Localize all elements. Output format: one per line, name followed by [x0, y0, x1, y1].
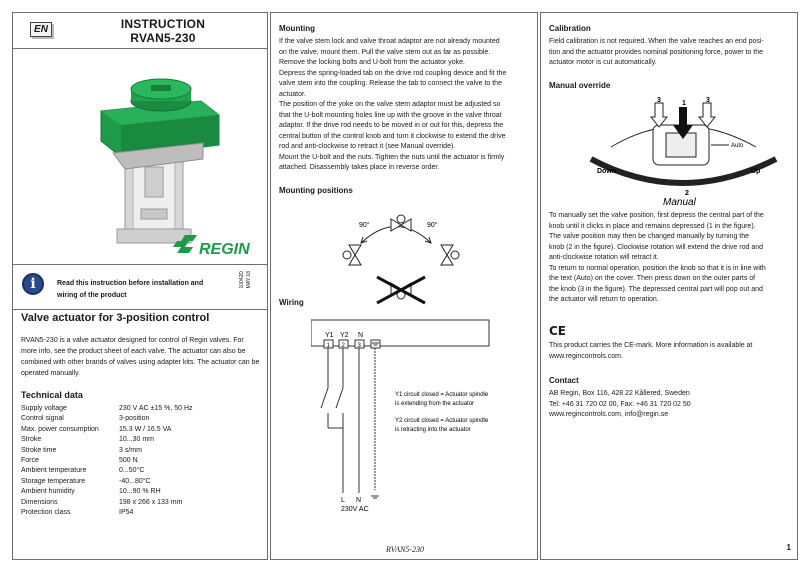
language-badge: EN [30, 22, 52, 37]
mounting-text-line: actuator. [279, 90, 306, 98]
spec-row [21, 425, 261, 435]
spec-row [21, 404, 261, 414]
spec-row [21, 456, 261, 466]
spec-key: Protection class [21, 508, 71, 516]
spec-key: Stroke [21, 436, 42, 444]
wiring-note-2-line1: Y2 circuit closed = Actuator spindle [395, 418, 489, 424]
spec-value: 0...50°C [119, 467, 145, 475]
manual-override-text-line: To manually set the valve position, first depress the central part of the [549, 212, 764, 219]
terminal-y1-label: Y1 [325, 332, 334, 339]
manual-override-heading: Manual override [549, 81, 611, 90]
contact-text-line: www.regincontrols.com, info@regin.se [549, 411, 669, 418]
notice-box [13, 265, 268, 310]
fig-label-2: 2 [685, 190, 689, 197]
ce-text [549, 341, 795, 362]
valve-left-icon [343, 245, 361, 265]
press-arrow-3a-icon [651, 103, 667, 127]
spec-row [21, 477, 261, 487]
spec-row [21, 508, 261, 518]
wiring-note-1-line1: Y1 circuit closed = Actuator spindle [395, 392, 489, 398]
fig-label-manual: Manual [663, 197, 696, 207]
ce-mark-icon: CE [549, 324, 567, 338]
mounting-text-line: central button of the control knob and turn it clockwise to extend the drive [279, 132, 506, 140]
wiring-note-1-line2: is extending from the actuator [395, 401, 475, 407]
terminal-number-2: 2 [341, 343, 345, 349]
doc-model: RVAN5-230 [130, 31, 196, 45]
info-icon: i [22, 273, 44, 295]
contact-text [549, 389, 795, 421]
calibration-text-line: tion and the actuator provides nominal positioning force, power to the [549, 48, 764, 56]
supply-voltage-label: 230V AC [341, 506, 369, 513]
manual-override-text-line: The valve position may then be changed manually by turning the [549, 233, 750, 240]
spec-value: 230 V AC ±15 %, 50 Hz [119, 405, 193, 412]
mounting-text-line: adaptor. If the drive rod needs to be moved in or out for this, depress the [279, 122, 504, 129]
manual-override-text-line: To return to normal operation, position the knob so that it is in line with [549, 264, 766, 272]
spec-key: Ambient humidity [21, 488, 75, 496]
page-footer: RVAN5-230 [386, 545, 424, 554]
spec-row [21, 487, 261, 497]
valve-right-icon [441, 245, 459, 265]
calibration-heading: Calibration [549, 24, 591, 33]
doc-code-date: MAY 18 [246, 271, 252, 289]
supply-earth-icon [371, 496, 379, 498]
supply-n-label: N [356, 497, 362, 504]
spec-key: Force [21, 456, 39, 464]
calibration-text [549, 37, 795, 69]
mounting-text-line: The position of the yoke on the valve stem adaptor must be adjusted so [279, 101, 501, 108]
document-header [13, 13, 268, 49]
spec-key: Dimensions [21, 498, 58, 506]
spec-row [21, 498, 261, 508]
spec-key: Supply voltage [21, 405, 67, 412]
valve-down-not-allowed-icon [377, 277, 425, 303]
mounting-text-line: Depress the spring-loaded tab on the drive rod coupling device and fit the [279, 69, 507, 77]
spec-key: Control signal [21, 415, 64, 423]
wiring-diagram [311, 318, 531, 513]
right-column [540, 12, 798, 560]
spec-value: 198 x 266 x 133 mm [119, 498, 183, 506]
technical-data-table [21, 404, 261, 518]
contact-text-line: Tel: +46 31 720 02 00, Fax: +46 31 720 02 50 [549, 400, 691, 408]
supply-l-label: L [341, 497, 345, 504]
contact-heading: Contact [549, 376, 579, 385]
fig-label-1: 1 [682, 100, 686, 107]
spec-value: 3 s/mm [119, 446, 142, 454]
wiring-heading: Wiring [279, 298, 304, 307]
terminal-y2-label: Y2 [340, 332, 349, 339]
spec-row [21, 435, 261, 445]
spec-row [21, 446, 261, 456]
fig-label-down: Down [597, 168, 617, 175]
ce-text-line: This product carries the CE-mark. More information is available at [549, 342, 753, 349]
mounting-text-line: Mount the U-bolt and the nuts. Tighten the nuts until the actuator is firmly [279, 153, 505, 161]
terminal-number-3: 3 [357, 343, 361, 349]
doc-title: INSTRUCTION [120, 17, 206, 31]
fig-label-3a: 3 [657, 97, 661, 104]
spec-value: 10...90 % RH [119, 488, 161, 496]
manual-override-text-line: knob until it clicks in place and remains depressed (1 in the figure). [549, 222, 756, 230]
mounting-text-line: that the U-bolt mounting holes line up with the groove in the valve throat [279, 111, 502, 119]
spec-row [21, 414, 261, 424]
press-arrow-3b-icon [699, 103, 715, 127]
valve-up-icon [391, 215, 411, 231]
mounting-text-line: rod and anti-clockwise to retract it (see Manual override). [279, 143, 456, 150]
angle-left-label: 90° [359, 222, 370, 229]
mounting-positions-heading: Mounting positions [279, 186, 353, 195]
manual-override-figure [571, 95, 791, 207]
left-column [12, 12, 268, 560]
spec-value: 15.3 W / 16.5 VA [119, 425, 172, 433]
angle-right-label: 90° [427, 222, 438, 229]
fig-label-up: Up [751, 168, 761, 175]
page-number: 1 [786, 543, 791, 552]
manual-override-text [549, 211, 795, 306]
fig-label-3b: 3 [706, 97, 710, 104]
spec-key: Ambient temperature [21, 467, 87, 475]
contact-text-line: AB Regin, Box 116, 428 22 Kållered, Sweden [549, 390, 690, 397]
spec-key: Max. power consumption [21, 425, 99, 433]
spec-value: 500 N [119, 456, 138, 464]
mounting-text-line: If the valve stem lock and valve throat adaptor are not already mounted [279, 38, 500, 45]
mounting-text-line: on the valve, mount them. Pull the valve stem out as far as possible. [279, 48, 491, 56]
spec-value: 10...30 mm [119, 436, 155, 444]
mounting-text-line: valve stem into the coupling. Release the tab to connect the valve to the [279, 80, 502, 87]
product-photo-area [13, 49, 268, 265]
fig-label-auto: Auto [731, 143, 744, 149]
wiring-note-2-line2: is retracting into the actuator [395, 427, 471, 433]
manual-override-text-line: the text (Auto) on the cover. Then press down on the outer parts of [549, 275, 756, 282]
mounting-heading: Mounting [279, 24, 315, 33]
spec-value: IP54 [119, 508, 134, 516]
terminal-number-1: 1 [326, 343, 330, 349]
mounting-text [279, 37, 535, 174]
spec-key: Stroke time [21, 446, 57, 454]
middle-column [270, 12, 538, 560]
manual-override-text-line: the knob (3 in the figure). The depressed central part will pop out and [549, 285, 763, 293]
spec-key: Storage temperature [21, 477, 86, 485]
spec-value: -40...80°C [119, 477, 151, 485]
mounting-positions-diagram [341, 205, 461, 305]
calibration-text-line: Field calibration is not required. When the valve reaches an end posi- [549, 38, 764, 45]
mounting-text-line: attached. Disassembly takes place in reverse order. [279, 164, 440, 171]
main-heading: Valve actuator for 3-position control [21, 312, 210, 324]
spec-value: 3-position [119, 415, 150, 423]
manual-override-text-line: knob (2 in the figure). Clockwise rotation will extend the drive rod and [549, 243, 763, 251]
regin-logo-text: REGIN [199, 241, 250, 258]
doc-code [239, 271, 259, 305]
terminal-n-label: N [358, 332, 364, 339]
notice-text: Read this instruction before installation and wiring of the product [57, 280, 204, 299]
manual-override-text-line: the actuator will return to operation. [549, 296, 659, 303]
technical-data-heading: Technical data [21, 390, 83, 400]
spec-row [21, 466, 261, 476]
intro-paragraph: RVAN5-230 is a valve actuator designed for control of Regin valves. For more info, see the product sheet of each valve. The actuator can also be combined with other brands of valves using adapter kits. The actuator can be operated manually. [21, 337, 260, 377]
actuator-image [13, 49, 268, 265]
calibration-text-line: actuator motor is cut automatically. [549, 59, 657, 66]
manual-override-text-line: anti-clockwise rotation will retract it. [549, 254, 659, 261]
ce-text-line: www.regincontrols.com. [549, 352, 623, 360]
mounting-text-line: Remove the locking bolts and U-bolt from the actuator yoke. [279, 59, 465, 66]
doc-code-number: 10042D [239, 271, 245, 289]
